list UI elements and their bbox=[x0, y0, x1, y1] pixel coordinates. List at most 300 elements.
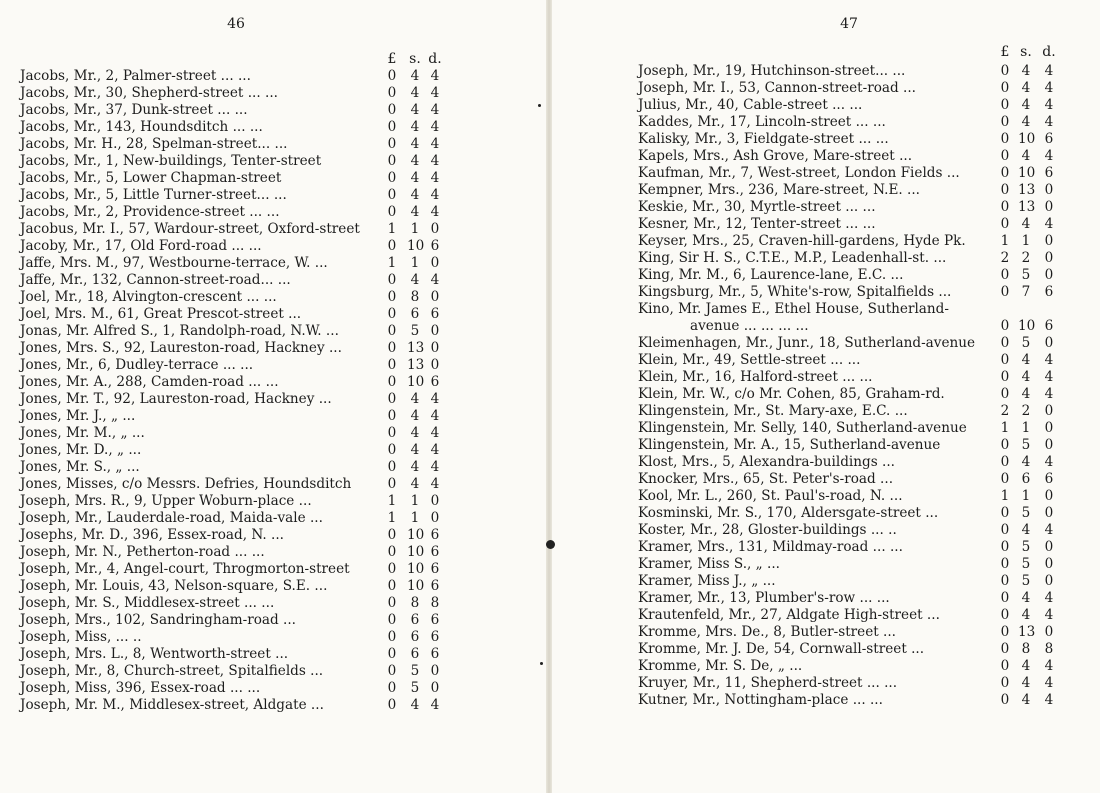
subscriber-name-line: Kromme, Mr. J. De, 54, Cornwall-street ... bbox=[638, 641, 925, 657]
pence-value: 4 bbox=[1044, 63, 1054, 79]
shillings-value: 6 bbox=[410, 306, 420, 322]
subscriber-name-line: Jaffe, Mrs. M., 97, Westbourne-terrace, W. ... bbox=[20, 255, 328, 271]
pounds-value: 0 bbox=[387, 357, 397, 373]
subscriber-name bbox=[20, 680, 260, 697]
subscriber-name bbox=[638, 352, 860, 369]
subscriber-name bbox=[638, 148, 912, 165]
pounds-value: 1 bbox=[387, 510, 397, 526]
subscriber-name-line: Joseph, Mr., 4, Angel-court, Throgmorton-street bbox=[20, 561, 350, 577]
subscriber-name bbox=[20, 85, 278, 102]
subscriber-name bbox=[638, 267, 903, 284]
subscriber-name bbox=[638, 641, 924, 658]
shillings-value: 5 bbox=[1021, 505, 1031, 521]
pounds-value: 1 bbox=[1000, 488, 1010, 504]
pence-value: 4 bbox=[1044, 522, 1054, 538]
subscriber-name bbox=[638, 250, 946, 267]
shillings-value: 4 bbox=[410, 136, 420, 152]
subscriber-name-line: Jonas, Mr. Alfred S., 1, Randolph-road, N.W. ... bbox=[20, 323, 339, 339]
pence-value: 4 bbox=[1044, 97, 1054, 113]
subscriber-name bbox=[638, 131, 889, 148]
shillings-value: 4 bbox=[1021, 63, 1031, 79]
pence-value: 4 bbox=[430, 391, 440, 407]
pounds-value: 0 bbox=[1000, 267, 1010, 283]
shillings-value: 4 bbox=[1021, 675, 1031, 691]
pence-value: 8 bbox=[1044, 641, 1054, 657]
pounds-value: 0 bbox=[1000, 624, 1010, 640]
shillings-value: 4 bbox=[1021, 148, 1031, 164]
subscriber-name bbox=[638, 403, 908, 420]
shillings-value: 8 bbox=[410, 289, 420, 305]
subscriber-name-line: Jones, Mr. S., „ ... bbox=[20, 459, 140, 475]
subscriber-name bbox=[20, 136, 287, 153]
shillings-value: 4 bbox=[410, 85, 420, 101]
pounds-value: 0 bbox=[1000, 590, 1010, 606]
subscriber-name bbox=[20, 578, 327, 595]
subscriber-name bbox=[638, 539, 903, 556]
pence-value: 4 bbox=[430, 697, 440, 713]
subscriber-name-line: Kromme, Mrs. De., 8, Butler-street ... bbox=[638, 624, 897, 640]
subscriber-name-line: Jones, Misses, c/o Messrs. Defries, Houndsditch bbox=[20, 476, 352, 492]
pounds-value: 0 bbox=[387, 578, 397, 594]
shillings-value: 1 bbox=[410, 255, 420, 271]
pounds-header: £ bbox=[1000, 44, 1010, 60]
subscriber-name bbox=[638, 284, 951, 301]
pounds-value: 0 bbox=[387, 442, 397, 458]
subscriber-name-line: Jones, Mr. A., 288, Camden-road ... ... bbox=[20, 374, 279, 390]
pence-value: 4 bbox=[1044, 675, 1054, 691]
shillings-value: 6 bbox=[1021, 471, 1031, 487]
subscriber-name bbox=[20, 221, 360, 238]
subscriber-name-line: Joseph, Mrs., 102, Sandringham-road ... bbox=[20, 612, 296, 628]
pence-value: 0 bbox=[1044, 437, 1054, 453]
shillings-value: 4 bbox=[1021, 692, 1031, 708]
pounds-value: 0 bbox=[387, 612, 397, 628]
shillings-value: 4 bbox=[1021, 607, 1031, 623]
pence-value: 0 bbox=[1044, 505, 1054, 521]
pence-value: 4 bbox=[1044, 216, 1054, 232]
pounds-value: 0 bbox=[1000, 454, 1010, 470]
subscriber-name-line: Kramer, Miss J., „ ... bbox=[638, 573, 776, 589]
pounds-value: 0 bbox=[1000, 658, 1010, 674]
subscriber-name-line: Joel, Mrs. M., 61, Great Prescot-street ... bbox=[20, 306, 302, 322]
pence-value: 0 bbox=[430, 340, 440, 356]
subscriber-name bbox=[20, 153, 321, 170]
subscriber-name bbox=[638, 675, 897, 692]
pounds-value: 0 bbox=[387, 391, 397, 407]
pence-value: 0 bbox=[430, 255, 440, 271]
pence-value: 4 bbox=[430, 136, 440, 152]
subscriber-name-line: Jacobs, Mr. H., 28, Spelman-street... ... bbox=[20, 136, 288, 152]
shillings-value: 1 bbox=[410, 493, 420, 509]
pounds-value: 1 bbox=[1000, 420, 1010, 436]
pence-value: 6 bbox=[430, 561, 440, 577]
subscriber-name-line: Kempner, Mrs., 236, Mare-street, N.E. ... bbox=[638, 182, 920, 198]
pence-value: 4 bbox=[430, 170, 440, 186]
pence-value: 0 bbox=[430, 357, 440, 373]
subscriber-name-line: Joseph, Mr. S., Middlesex-street ... ... bbox=[20, 595, 275, 611]
subscriber-name-line: Joseph, Mrs. R., 9, Upper Woburn-place ... bbox=[20, 493, 312, 509]
pounds-value: 0 bbox=[1000, 471, 1010, 487]
subscriber-name bbox=[638, 301, 949, 335]
subscriber-name bbox=[638, 437, 940, 454]
subscriber-name-line: Joseph, Mr., 19, Hutchinson-street... ... bbox=[638, 63, 906, 79]
pence-value: 6 bbox=[1044, 284, 1054, 300]
pounds-value: 0 bbox=[387, 425, 397, 441]
shillings-value: 4 bbox=[410, 408, 420, 424]
pounds-value: 0 bbox=[1000, 505, 1010, 521]
subscriber-name-line: Klein, Mr., 16, Halford-street ... ... bbox=[638, 369, 873, 385]
pounds-value: 0 bbox=[1000, 182, 1010, 198]
pence-value: 6 bbox=[430, 578, 440, 594]
pence-value: 6 bbox=[430, 238, 440, 254]
subscriber-name-line: Jacoby, Mr., 17, Old Ford-road ... ... bbox=[20, 238, 262, 254]
subscriber-name-line: Klein, Mr., 49, Settle-street ... ... bbox=[638, 352, 861, 368]
subscriber-name bbox=[20, 646, 288, 663]
pounds-value: 0 bbox=[387, 119, 397, 135]
pounds-value: 0 bbox=[1000, 284, 1010, 300]
subscriber-name-line: Josephs, Mr. D., 396, Essex-road, N. ... bbox=[20, 527, 284, 543]
subscriber-name-line: Joseph, Mr. Louis, 43, Nelson-square, S.E. ... bbox=[20, 578, 328, 594]
subscriber-name-line: Joseph, Mr., 8, Church-street, Spitalfields ... bbox=[20, 663, 324, 679]
pounds-value: 0 bbox=[387, 459, 397, 475]
pounds-value: 0 bbox=[387, 561, 397, 577]
subscriber-name-line: Kutner, Mr., Nottingham-place ... ... bbox=[638, 692, 883, 708]
shillings-value: 1 bbox=[1021, 420, 1031, 436]
pence-value: 6 bbox=[430, 374, 440, 390]
subscriber-name bbox=[20, 204, 280, 221]
pounds-value: 0 bbox=[387, 323, 397, 339]
subscriber-name-line: Krautenfeld, Mr., 27, Aldgate High-street ... bbox=[638, 607, 940, 623]
shillings-value: 1 bbox=[410, 221, 420, 237]
subscriber-name-line: Joseph, Mr. N., Petherton-road ... ... bbox=[20, 544, 265, 560]
subscriber-name-line: Kramer, Mrs., 131, Mildmay-road ... ... bbox=[638, 539, 903, 555]
pounds-value: 0 bbox=[1000, 556, 1010, 572]
shillings-value: 5 bbox=[1021, 437, 1031, 453]
subscriber-name-line: Jones, Mr. T., 92, Laureston-road, Hackney ... bbox=[20, 391, 332, 407]
pounds-value: 0 bbox=[1000, 131, 1010, 147]
subscriber-name bbox=[20, 476, 351, 493]
subscriber-name-line: Jones, Mr. M., „ ... bbox=[20, 425, 145, 441]
shillings-value: 4 bbox=[410, 170, 420, 186]
subscriber-name bbox=[638, 386, 945, 403]
subscriber-name bbox=[20, 510, 323, 527]
subscriber-name-line: Klein, Mr. W., c/o Mr. Cohen, 85, Graham-rd. bbox=[638, 386, 945, 402]
shillings-value: 4 bbox=[410, 425, 420, 441]
subscriber-name-line: Jaffe, Mr., 132, Cannon-street-road... ... bbox=[20, 272, 291, 288]
pence-value: 4 bbox=[1044, 369, 1054, 385]
pounds-value: 0 bbox=[387, 646, 397, 662]
subscriber-name bbox=[20, 425, 145, 442]
shillings-header: s. bbox=[1020, 44, 1032, 60]
shillings-value: 13 bbox=[1018, 182, 1036, 198]
subscriber-name-line: Jones, Mr. D., „ ... bbox=[20, 442, 142, 458]
subscriber-name-line: Julius, Mr., 40, Cable-street ... ... bbox=[638, 97, 863, 113]
subscriber-name bbox=[638, 63, 905, 80]
subscriber-name bbox=[20, 544, 265, 561]
pounds-value: 0 bbox=[387, 697, 397, 713]
subscriber-name bbox=[638, 522, 897, 539]
pence-header: d. bbox=[428, 51, 442, 67]
subscriber-name-line: Jones, Mr., 6, Dudley-terrace ... ... bbox=[20, 357, 254, 373]
shillings-value: 1 bbox=[410, 510, 420, 526]
pence-value: 0 bbox=[430, 289, 440, 305]
pence-value: 0 bbox=[1044, 573, 1054, 589]
shillings-value: 5 bbox=[1021, 556, 1031, 572]
subscriber-name-line: Jacobs, Mr., 2, Palmer-street ... ... bbox=[20, 68, 251, 84]
pounds-value: 0 bbox=[387, 680, 397, 696]
subscriber-name bbox=[638, 590, 890, 607]
subscriber-name bbox=[20, 527, 284, 544]
subscriber-name-line: Jacobs, Mr., 30, Shepherd-street ... ... bbox=[20, 85, 278, 101]
pounds-value: 1 bbox=[387, 221, 397, 237]
subscriber-name bbox=[638, 454, 895, 471]
pence-value: 0 bbox=[430, 221, 440, 237]
subscriber-name bbox=[638, 624, 896, 641]
pounds-value: 1 bbox=[387, 255, 397, 271]
shillings-value: 4 bbox=[410, 459, 420, 475]
subscriber-name-line: Joel, Mr., 18, Alvington-crescent ... ... bbox=[20, 289, 277, 305]
subscriber-name-line: Kruyer, Mr., 11, Shepherd-street ... ... bbox=[638, 675, 898, 691]
subscriber-name-line: Joseph, Mr. I., 53, Cannon-street-road ... bbox=[638, 80, 916, 96]
subscriber-name-line: Joseph, Miss, ... .. bbox=[20, 629, 142, 645]
shillings-value: 13 bbox=[407, 357, 425, 373]
subscriber-name bbox=[20, 442, 141, 459]
pence-value: 6 bbox=[430, 646, 440, 662]
subscriber-name bbox=[638, 573, 776, 590]
subscriber-name-line: Joseph, Miss, 396, Essex-road ... ... bbox=[20, 680, 261, 696]
subscriber-name bbox=[20, 697, 324, 714]
pence-value: 4 bbox=[1044, 114, 1054, 130]
shillings-value: 10 bbox=[407, 374, 425, 390]
shillings-value: 10 bbox=[407, 238, 425, 254]
shillings-value: 1 bbox=[1021, 233, 1031, 249]
subscriber-name-line: King, Mr. M., 6, Laurence-lane, E.C. ... bbox=[638, 267, 904, 283]
scan-mark bbox=[538, 104, 541, 107]
subscriber-name-line: King, Sir H. S., C.T.E., M.P., Leadenhall-st. ... bbox=[638, 250, 947, 266]
pence-value: 4 bbox=[430, 119, 440, 135]
subscriber-name-line: Jacobs, Mr., 1, New-buildings, Tenter-street bbox=[20, 153, 322, 169]
pounds-value: 0 bbox=[1000, 539, 1010, 555]
subscriber-name bbox=[638, 658, 802, 675]
pence-value: 4 bbox=[430, 204, 440, 220]
pence-value: 6 bbox=[1044, 318, 1054, 334]
pence-value: 0 bbox=[1044, 488, 1054, 504]
pence-value: 4 bbox=[1044, 352, 1054, 368]
shillings-value: 6 bbox=[410, 629, 420, 645]
subscriber-name bbox=[638, 692, 883, 709]
subscriber-name bbox=[20, 493, 312, 510]
shillings-value: 4 bbox=[1021, 454, 1031, 470]
subscriber-name bbox=[638, 80, 916, 97]
shillings-value: 2 bbox=[1021, 250, 1031, 266]
subscriber-name-line: Klingenstein, Mr. A., 15, Sutherland-avenue bbox=[638, 437, 941, 453]
shillings-value: 10 bbox=[407, 561, 425, 577]
subscriber-name-line: Jacobs, Mr., 37, Dunk-street ... ... bbox=[20, 102, 248, 118]
pence-value: 0 bbox=[1044, 182, 1054, 198]
subscriber-name bbox=[20, 340, 342, 357]
subscriber-name bbox=[638, 165, 960, 182]
subscriber-name bbox=[20, 272, 291, 289]
subscriber-name-line: Keyser, Mrs., 25, Craven-hill-gardens, Hyde Pk. bbox=[638, 233, 966, 249]
subscriber-name bbox=[20, 391, 332, 408]
subscriber-name-line: Kramer, Miss S., „ ... bbox=[638, 556, 780, 572]
pence-value: 4 bbox=[1044, 148, 1054, 164]
subscriber-name bbox=[20, 68, 251, 85]
subscriber-name bbox=[20, 306, 301, 323]
pounds-value: 0 bbox=[387, 85, 397, 101]
subscriber-name bbox=[638, 369, 873, 386]
pence-value: 0 bbox=[430, 663, 440, 679]
shillings-value: 5 bbox=[1021, 335, 1031, 351]
shillings-value: 4 bbox=[410, 697, 420, 713]
pence-value: 4 bbox=[430, 153, 440, 169]
shillings-value: 10 bbox=[407, 578, 425, 594]
subscriber-name-line: Kleimenhagen, Mr., Junr., 18, Sutherland-avenue bbox=[638, 335, 976, 351]
shillings-value: 4 bbox=[1021, 216, 1031, 232]
subscriber-name-line: Kino, Mr. James E., Ethel House, Sutherland- bbox=[638, 301, 949, 317]
pence-value: 4 bbox=[1044, 607, 1054, 623]
shillings-value: 4 bbox=[1021, 522, 1031, 538]
subscriber-name bbox=[20, 119, 263, 136]
pence-value: 4 bbox=[430, 476, 440, 492]
scan-mark bbox=[540, 662, 543, 665]
subscriber-name-line: Kaddes, Mr., 17, Lincoln-street ... ... bbox=[638, 114, 886, 130]
pence-value: 4 bbox=[430, 459, 440, 475]
shillings-value: 4 bbox=[410, 204, 420, 220]
pounds-value: 0 bbox=[387, 663, 397, 679]
shillings-value: 7 bbox=[1021, 284, 1031, 300]
pence-value: 0 bbox=[430, 493, 440, 509]
pounds-value: 0 bbox=[1000, 641, 1010, 657]
subscriber-name bbox=[638, 114, 886, 131]
subscriber-name bbox=[20, 357, 253, 374]
subscriber-name bbox=[20, 374, 279, 391]
pence-header: d. bbox=[1042, 44, 1056, 60]
page-number: 46 bbox=[227, 16, 245, 32]
right-page bbox=[552, 0, 1100, 793]
subscriber-name-line: Kingsburg, Mr., 5, White's-row, Spitalfields ... bbox=[638, 284, 952, 300]
pence-value: 0 bbox=[1044, 199, 1054, 215]
subscriber-name bbox=[638, 471, 893, 488]
pence-value: 0 bbox=[1044, 267, 1054, 283]
pounds-value: 0 bbox=[387, 204, 397, 220]
pence-value: 4 bbox=[430, 102, 440, 118]
shillings-value: 4 bbox=[1021, 386, 1031, 402]
pence-value: 4 bbox=[1044, 590, 1054, 606]
pence-value: 4 bbox=[430, 85, 440, 101]
pounds-value: 0 bbox=[1000, 114, 1010, 130]
pounds-value: 0 bbox=[387, 187, 397, 203]
pence-value: 4 bbox=[430, 187, 440, 203]
pence-value: 4 bbox=[1044, 386, 1054, 402]
subscriber-name bbox=[20, 323, 339, 340]
pence-value: 4 bbox=[430, 68, 440, 84]
pounds-value: 0 bbox=[1000, 80, 1010, 96]
shillings-value: 10 bbox=[1018, 318, 1036, 334]
pence-value: 4 bbox=[1044, 692, 1054, 708]
shillings-value: 10 bbox=[407, 527, 425, 543]
shillings-value: 5 bbox=[1021, 573, 1031, 589]
subscriber-name-line: Kaufman, Mr., 7, West-street, London Fields ... bbox=[638, 165, 960, 181]
shillings-value: 4 bbox=[410, 102, 420, 118]
subscriber-name-line: Kalisky, Mr., 3, Fieldgate-street ... ... bbox=[638, 131, 889, 147]
shillings-value: 8 bbox=[1021, 641, 1031, 657]
pounds-value: 0 bbox=[1000, 692, 1010, 708]
pounds-value: 0 bbox=[387, 136, 397, 152]
page-number: 47 bbox=[840, 16, 858, 32]
pence-value: 0 bbox=[1044, 420, 1054, 436]
pence-value: 0 bbox=[430, 323, 440, 339]
subscriber-name-line: Jacobs, Mr., 2, Providence-street ... ... bbox=[20, 204, 280, 220]
subscriber-name bbox=[20, 459, 140, 476]
pence-value: 0 bbox=[430, 680, 440, 696]
subscriber-name bbox=[20, 187, 287, 204]
subscriber-name-line: Kool, Mr. L., 260, St. Paul's-road, N. ... bbox=[638, 488, 903, 504]
pounds-value: 0 bbox=[1000, 352, 1010, 368]
pounds-value: 0 bbox=[387, 527, 397, 543]
pounds-value: 0 bbox=[1000, 318, 1010, 334]
pence-value: 6 bbox=[1044, 471, 1054, 487]
shillings-value: 13 bbox=[1018, 199, 1036, 215]
shillings-value: 10 bbox=[407, 544, 425, 560]
pence-value: 4 bbox=[1044, 80, 1054, 96]
subscriber-name-line: Jones, Mr. J., „ ... bbox=[20, 408, 136, 424]
pounds-value: 0 bbox=[387, 476, 397, 492]
pence-value: 6 bbox=[430, 544, 440, 560]
left-page bbox=[0, 0, 548, 793]
subscriber-name bbox=[20, 629, 142, 646]
pence-value: 6 bbox=[430, 527, 440, 543]
subscriber-name bbox=[638, 182, 920, 199]
subscriber-name bbox=[638, 216, 876, 233]
pounds-value: 0 bbox=[387, 68, 397, 84]
pounds-value: 0 bbox=[387, 595, 397, 611]
pounds-value: 0 bbox=[1000, 335, 1010, 351]
subscriber-name bbox=[638, 199, 876, 216]
shillings-value: 10 bbox=[1018, 165, 1036, 181]
pounds-value: 0 bbox=[1000, 97, 1010, 113]
subscriber-name-line: Kapels, Mrs., Ash Grove, Mare-street ... bbox=[638, 148, 913, 164]
shillings-value: 1 bbox=[1021, 488, 1031, 504]
pounds-value: 2 bbox=[1000, 403, 1010, 419]
shillings-value: 4 bbox=[1021, 658, 1031, 674]
pounds-value: 0 bbox=[387, 238, 397, 254]
subscriber-name bbox=[20, 663, 323, 680]
subscriber-name-line: Kosminski, Mr. S., 170, Aldersgate-street ... bbox=[638, 505, 939, 521]
shillings-value: 4 bbox=[1021, 352, 1031, 368]
pounds-value: 0 bbox=[387, 153, 397, 169]
pence-value: 0 bbox=[1044, 233, 1054, 249]
shillings-value: 4 bbox=[410, 68, 420, 84]
shillings-header: s. bbox=[409, 51, 421, 67]
shillings-value: 4 bbox=[410, 391, 420, 407]
subscriber-name-line: Jacobs, Mr., 143, Houndsditch ... ... bbox=[20, 119, 263, 135]
pence-value: 4 bbox=[430, 272, 440, 288]
subscriber-name bbox=[20, 170, 281, 187]
pounds-value: 0 bbox=[387, 102, 397, 118]
shillings-value: 4 bbox=[1021, 114, 1031, 130]
pence-value: 4 bbox=[1044, 454, 1054, 470]
subscriber-name-line: Klost, Mrs., 5, Alexandra-buildings ... bbox=[638, 454, 895, 470]
pence-value: 0 bbox=[1044, 335, 1054, 351]
subscriber-name-line: Kromme, Mr. S. De, „ ... bbox=[638, 658, 803, 674]
subscriber-name-line: Keskie, Mr., 30, Myrtle-street ... ... bbox=[638, 199, 876, 215]
scan-mark bbox=[546, 540, 555, 549]
subscriber-name-line: Jacobs, Mr., 5, Little Turner-street... ... bbox=[20, 187, 287, 203]
pence-value: 4 bbox=[430, 425, 440, 441]
subscriber-name-line: Joseph, Mrs. L., 8, Wentworth-street ... bbox=[20, 646, 289, 662]
pounds-value: 1 bbox=[387, 493, 397, 509]
